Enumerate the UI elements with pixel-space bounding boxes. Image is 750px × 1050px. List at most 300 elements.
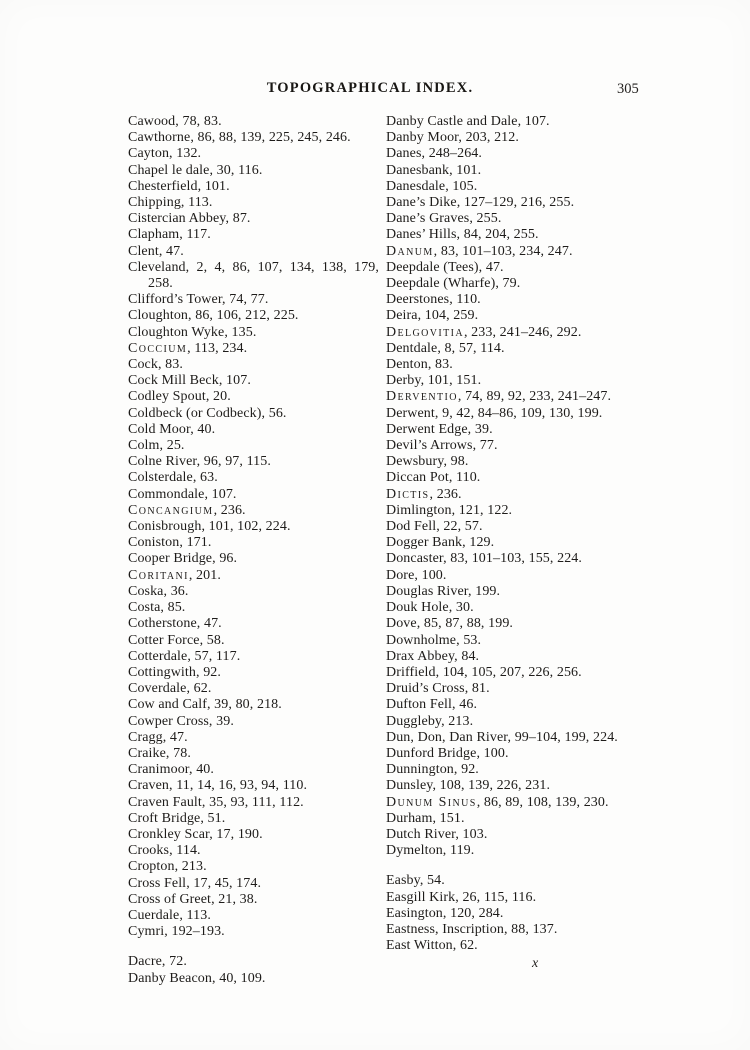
entry-name: Drax Abbey	[386, 648, 455, 664]
entry-page-refs: , 113.	[179, 907, 211, 923]
entry-name: Derwent	[386, 405, 435, 421]
index-entry	[386, 276, 646, 292]
entry-page-refs: , 105.	[445, 178, 478, 194]
entry-name: Cistercian Abbey	[128, 211, 226, 227]
entry-page-refs: , 51.	[200, 810, 226, 826]
index-entry	[128, 406, 379, 422]
entry-name: Danesdale	[386, 178, 446, 194]
entry-page-refs: , 101, 151.	[420, 373, 482, 389]
entry-page-refs: , 236.	[213, 502, 246, 518]
entry-name: Doncaster	[386, 551, 444, 567]
entry-page-refs: , 79.	[495, 276, 521, 292]
entry-page-refs: , 255.	[469, 211, 502, 227]
entry-page-refs: , 103.	[455, 826, 488, 842]
index-entry	[128, 519, 379, 535]
index-entry	[386, 584, 646, 600]
entry-page-refs: , 53.	[456, 632, 482, 648]
entry-page-refs: , 72.	[161, 954, 187, 970]
index-entry	[128, 244, 379, 260]
index-column-left	[128, 114, 379, 987]
entry-name: Chipping	[128, 195, 181, 211]
index-entry	[386, 163, 646, 179]
entry-page-refs: , 85.	[160, 600, 186, 616]
entry-page-refs: , 199.	[468, 583, 501, 599]
entry-name: Dunsley	[386, 778, 433, 794]
entry-page-refs: , 62.	[186, 681, 212, 697]
entry-page-refs: , 56.	[261, 405, 287, 421]
entry-name: Cotter Force	[128, 632, 200, 648]
entry-page-refs: , 100.	[476, 745, 509, 761]
entry-page-refs: , 77.	[472, 438, 498, 454]
entry-page-refs: , 62.	[452, 938, 478, 954]
entry-name: Deepdale (Wharfe)	[386, 276, 496, 292]
entry-name: Dutch River	[386, 826, 456, 842]
entry-name: Danes	[386, 146, 422, 162]
entry-name: Commondale	[128, 486, 205, 502]
entry-name: Codley Spout	[128, 389, 206, 405]
index-entry	[386, 746, 646, 762]
entry-name: Dore	[386, 567, 415, 583]
entry-name: Colm	[128, 438, 160, 454]
index-entry	[128, 811, 379, 827]
entry-page-refs: , 83.	[427, 357, 453, 373]
entry-name: Devil’s Arrows	[386, 438, 473, 454]
index-entry	[128, 795, 379, 811]
index-entry	[128, 357, 379, 373]
index-entry	[386, 697, 646, 713]
index-entry	[386, 519, 646, 535]
entry-page-refs: , 46.	[452, 697, 478, 713]
index-entry	[128, 146, 379, 162]
index-entry	[128, 859, 379, 875]
entry-page-refs: , 40, 109.	[212, 970, 266, 986]
entry-name: Easby	[386, 873, 420, 889]
index-entry	[386, 292, 646, 308]
entry-name: Cooper Bridge	[128, 551, 213, 567]
index-entry	[386, 503, 646, 519]
entry-name: Coniston	[128, 535, 180, 551]
entry-page-refs: , 83, 101–103, 155, 224.	[443, 551, 582, 567]
index-entry	[386, 730, 646, 746]
entry-page-refs: , 30.	[448, 600, 474, 616]
entry-name: Dimlington	[386, 502, 452, 518]
entry-page-refs: , 101.	[197, 178, 230, 194]
index-entry	[128, 325, 379, 341]
index-entry	[128, 649, 379, 665]
entry-name: Colsterdale	[128, 470, 193, 486]
entry-name: Dogger Bank	[386, 535, 463, 551]
entry-page-refs: , 40.	[189, 762, 214, 778]
index-column-right	[386, 114, 646, 973]
index-entry	[386, 568, 646, 584]
index-columns	[128, 114, 646, 987]
entry-name: Danby Beacon	[128, 970, 213, 986]
entry-name: Clent	[128, 243, 159, 259]
entry-page-refs: , 86, 89, 108, 139, 230.	[476, 794, 609, 810]
entry-name: Downholme	[386, 632, 457, 648]
entry-page-refs: , 100.	[414, 567, 447, 583]
entry-name: Chesterfield	[128, 178, 198, 194]
entry-name: Cotherstone	[128, 616, 197, 632]
entry-name: Craven Fault	[128, 794, 202, 810]
entry-name: Diccan Pot	[386, 470, 449, 486]
index-entry	[386, 454, 646, 470]
entry-name: Dufton Fell	[386, 697, 453, 713]
entry-name: Conisbrough	[128, 519, 202, 535]
entry-page-refs: , 92.	[453, 762, 479, 778]
index-entry	[128, 971, 379, 987]
entry-page-refs: , 151.	[432, 810, 465, 826]
entry-page-refs: , 127–129, 216, 255.	[456, 195, 575, 211]
index-entry	[386, 341, 646, 357]
entry-page-refs: , 57, 117.	[187, 648, 241, 664]
entry-page-refs: , 47.	[478, 259, 504, 275]
entry-name: Druid’s Cross	[386, 681, 465, 697]
entry-name: Cloughton	[128, 308, 189, 324]
index-entry	[128, 600, 379, 616]
entry-page-refs: , 58.	[199, 632, 225, 648]
entry-page-refs: , 78.	[165, 745, 191, 761]
index-entry	[128, 892, 379, 908]
index-entry	[128, 762, 379, 778]
index-entry	[386, 633, 646, 649]
entry-name: Clapham	[128, 227, 180, 243]
entry-name: Cuerdale	[128, 907, 180, 923]
entry-page-refs: , 104, 105, 207, 226, 256.	[435, 664, 582, 680]
entry-name: Driffield	[386, 664, 436, 680]
index-entry	[128, 195, 379, 211]
entry-name: Cold Moor	[128, 421, 191, 437]
entry-name: Dove	[386, 616, 417, 632]
entry-name: Croft Bridge	[128, 810, 201, 826]
index-entry	[128, 211, 379, 227]
entry-page-refs: , 83, 101–103, 234, 247.	[433, 243, 573, 259]
entry-page-refs: , 35, 93, 111, 112.	[201, 794, 304, 810]
index-entry	[386, 260, 646, 276]
entry-name: Derby	[386, 373, 421, 389]
index-entry	[386, 389, 646, 405]
entry-name: Cropton	[128, 859, 175, 875]
entry-page-refs: , 84, 204, 255.	[456, 227, 539, 243]
entry-page-refs: , 22, 57.	[436, 519, 483, 535]
index-entry	[128, 827, 379, 843]
entry-name: Easington	[386, 905, 443, 921]
index-entry	[128, 568, 379, 584]
entry-name: Clifford’s Tower	[128, 292, 223, 308]
entry-name: Dentdale	[386, 340, 438, 356]
entry-page-refs: , 213.	[441, 713, 474, 729]
entry-page-refs: , 121, 122.	[451, 502, 513, 518]
entry-name: Cotterdale	[128, 648, 188, 664]
entry-name: Danby Moor	[386, 130, 459, 146]
index-entry	[386, 373, 646, 389]
entry-page-refs: , 107.	[218, 373, 251, 389]
entry-page-refs: , 110.	[449, 292, 481, 308]
entry-page-refs: , 20.	[205, 389, 231, 405]
entry-name: Dunum Sinus	[386, 794, 477, 810]
entry-name: Duggleby	[386, 713, 442, 729]
entry-page-refs: , 88, 137.	[503, 921, 558, 937]
index-entry	[128, 179, 379, 195]
entry-name: Douglas River	[386, 583, 469, 599]
entry-name: Douk Hole	[386, 600, 449, 616]
entry-page-refs: , 39.	[208, 713, 234, 729]
index-entry	[386, 922, 646, 938]
index-entry	[386, 244, 646, 260]
entry-name: Derventio	[386, 389, 458, 405]
entry-page-refs: , 113.	[180, 195, 213, 211]
page-number: 305	[617, 81, 639, 97]
entry-page-refs: , 233, 241–246, 292.	[463, 324, 582, 340]
index-entry	[128, 292, 379, 308]
entry-name: Deerstones	[386, 292, 450, 308]
entry-name: Dewsbury	[386, 454, 444, 470]
index-entry	[128, 163, 379, 179]
entry-page-refs: , 132.	[169, 146, 202, 162]
index-entry	[128, 681, 379, 697]
index-entry	[386, 649, 646, 665]
entry-page-refs: , 74, 89, 92, 233, 241–247.	[457, 389, 612, 405]
entry-page-refs: , 63.	[192, 470, 218, 486]
index-entry	[128, 778, 379, 794]
entry-name: Dunnington	[386, 762, 454, 778]
entry-page-refs: , 17, 190.	[209, 826, 263, 842]
entry-name: Danum	[386, 243, 434, 259]
entry-name: Dane’s Graves	[386, 211, 470, 227]
entry-page-refs: , 120, 284.	[442, 905, 504, 921]
index-entry	[386, 843, 646, 859]
index-entry	[128, 341, 379, 357]
entry-name: East Witton	[386, 938, 453, 954]
index-entry	[128, 535, 379, 551]
index-entry	[386, 665, 646, 681]
entry-name: Cayton	[128, 146, 170, 162]
entry-name: Derwent Edge	[386, 421, 468, 437]
index-entry	[386, 146, 646, 162]
index-entry	[128, 260, 379, 292]
entry-name: Chapel le dale	[128, 162, 210, 178]
entry-page-refs: , 87.	[225, 211, 251, 227]
entry-page-refs: , 110.	[448, 470, 481, 486]
entry-name: Coldbeck (or Codbeck)	[128, 405, 262, 421]
entry-page-refs: , 78, 83.	[175, 114, 222, 129]
index-entry	[386, 535, 646, 551]
entry-name: Coritani	[128, 567, 189, 583]
entry-name: Deepdale (Tees)	[386, 259, 479, 275]
index-entry	[386, 938, 646, 954]
index-entry	[386, 890, 646, 906]
entry-page-refs: , 96.	[212, 551, 238, 567]
index-entry	[386, 227, 646, 243]
entry-name: Dymelton	[386, 843, 443, 859]
index-entry	[386, 873, 646, 889]
entry-name: Denton	[386, 357, 428, 373]
index-entry	[386, 906, 646, 922]
entry-page-refs: , 129.	[462, 535, 495, 551]
entry-page-refs: , 135.	[224, 324, 257, 340]
index-entry	[386, 616, 646, 632]
index-entry	[128, 954, 379, 970]
entry-name: Cymri	[128, 924, 165, 940]
entry-page-refs: , 86, 88, 139, 225, 245, 246.	[190, 130, 351, 146]
index-entry	[128, 438, 379, 454]
index-entry	[386, 551, 646, 567]
entry-page-refs: , 8, 57, 114.	[437, 340, 505, 356]
entry-page-refs: , 9, 42, 84–86, 109, 130, 199.	[434, 405, 603, 421]
entry-page-refs: , 107.	[204, 486, 237, 502]
entry-name: Delgovitia	[386, 324, 464, 340]
index-entry	[386, 600, 646, 616]
index-entry	[128, 470, 379, 486]
entry-name: Coccium	[128, 340, 188, 356]
index-entry	[128, 633, 379, 649]
index-entry	[386, 470, 646, 486]
entry-name: Cranimoor	[128, 762, 189, 778]
entry-name: Dunford Bridge	[386, 745, 477, 761]
entry-name: Dacre	[128, 954, 162, 970]
entry-page-refs: , 17, 45, 174.	[186, 875, 262, 891]
signature-mark: x	[532, 956, 539, 972]
index-entry	[128, 746, 379, 762]
entry-name: Easgill Kirk	[386, 889, 456, 905]
index-entry	[386, 422, 646, 438]
index-entry	[386, 130, 646, 146]
entry-name: Cross of Greet	[128, 891, 212, 907]
index-entry	[128, 616, 379, 632]
entry-page-refs: , 92.	[196, 664, 221, 680]
entry-name: Cow and Calf	[128, 697, 207, 713]
index-entry	[386, 211, 646, 227]
entry-page-refs: , 98.	[443, 454, 469, 470]
entry-name: Cross Fell	[128, 875, 187, 891]
entry-page-refs: , 39.	[467, 421, 493, 437]
entry-page-refs: , 54.	[419, 873, 445, 889]
entry-page-refs: , 236.	[429, 486, 462, 502]
index-entry	[386, 795, 646, 811]
entry-page-refs: , 203, 212.	[458, 130, 519, 146]
entry-page-refs: , 117.	[179, 227, 211, 243]
entry-page-refs: , 96, 97, 115.	[196, 454, 271, 470]
entry-name: Cronkley Scar	[128, 826, 210, 842]
entry-page-refs: , 47.	[162, 729, 188, 745]
entry-page-refs: , 2, 4, 86, 107, 134, 138, 179, 258.	[148, 259, 379, 292]
entry-name: Crooks	[128, 843, 170, 859]
index-entry	[128, 665, 379, 681]
entry-page-refs: , 201.	[188, 567, 221, 583]
entry-page-refs: , 85, 87, 88, 199.	[416, 616, 514, 632]
entry-page-refs: , 74, 77.	[222, 292, 269, 308]
index-entry	[128, 227, 379, 243]
index-entry	[128, 843, 379, 859]
entry-name: Cawthorne	[128, 130, 191, 146]
entry-name: Cloughton Wyke	[128, 324, 225, 340]
index-entry	[128, 584, 379, 600]
index-entry	[128, 551, 379, 567]
index-entry	[128, 503, 379, 519]
index-entry	[128, 454, 379, 470]
entry-page-refs: , 40.	[190, 421, 216, 437]
index-entry	[128, 487, 379, 503]
entry-page-refs: , 81.	[464, 681, 490, 697]
entry-name: Cock Mill Beck	[128, 373, 219, 389]
entry-name: Cock	[128, 357, 158, 373]
entry-name: Dictis	[386, 486, 430, 502]
page-title: TOPOGRAPHICAL INDEX.	[266, 80, 474, 96]
index-entry	[128, 908, 379, 924]
entry-page-refs: , 39, 80, 218.	[206, 697, 282, 713]
index-entry	[128, 308, 379, 324]
entry-name: Durham	[386, 810, 433, 826]
entry-page-refs: , 25.	[159, 438, 185, 454]
entry-name: Cleveland	[128, 259, 186, 275]
index-entry	[386, 114, 646, 130]
entry-name: Cowper Cross	[128, 713, 209, 729]
entry-name: Cawood	[128, 114, 176, 129]
entry-page-refs: , 104, 259.	[417, 308, 479, 324]
index-entry	[386, 308, 646, 324]
index-entry	[386, 681, 646, 697]
index-entry	[386, 357, 646, 373]
entry-name: Eastness, Inscription	[386, 921, 504, 937]
entry-name: Coverdale	[128, 681, 187, 697]
entry-page-refs: , 36.	[163, 583, 189, 599]
index-entry	[128, 130, 379, 146]
entry-page-refs: , 47.	[158, 243, 184, 259]
entry-page-refs: , 192–193.	[164, 924, 225, 940]
entry-name: Cragg	[128, 729, 163, 745]
entry-name: Colne River	[128, 454, 197, 470]
index-entry	[386, 325, 646, 341]
index-entry	[386, 827, 646, 843]
entry-page-refs: , 101, 102, 224.	[201, 519, 291, 535]
entry-page-refs: , 11, 14, 16, 93, 94, 110.	[169, 778, 308, 794]
entry-name: Coska	[128, 583, 164, 599]
index-entry	[128, 114, 379, 130]
index-entry	[128, 714, 379, 730]
entry-page-refs: , 84.	[454, 648, 480, 664]
entry-name: Danesbank	[386, 162, 450, 178]
entry-page-refs: , 86, 106, 212, 225.	[188, 308, 299, 324]
entry-page-refs: , 114.	[169, 843, 201, 859]
entry-page-refs: , 119.	[442, 843, 475, 859]
entry-name: Costa	[128, 600, 161, 616]
entry-page-refs: , 171.	[179, 535, 212, 551]
entry-page-refs: , 213.	[174, 859, 207, 875]
entry-name: Craike	[128, 745, 166, 761]
entry-page-refs: , 248–264.	[421, 146, 482, 162]
entry-page-refs: , 99–104, 199, 224.	[507, 729, 618, 745]
entry-name: Dod Fell	[386, 519, 437, 535]
index-entry	[128, 373, 379, 389]
entry-page-refs: , 108, 139, 226, 231.	[432, 778, 551, 794]
entry-name: Concangium	[128, 502, 214, 518]
entry-page-refs: , 47.	[196, 616, 222, 632]
index-entry	[386, 714, 646, 730]
index-entry	[386, 487, 646, 503]
entry-page-refs: , 21, 38.	[211, 891, 258, 907]
index-entry	[386, 179, 646, 195]
entry-name: Danes’ Hills	[386, 227, 457, 243]
index-entry	[386, 406, 646, 422]
index-entry	[386, 762, 646, 778]
index-entry	[128, 876, 379, 892]
index-entry	[386, 811, 646, 827]
index-entry	[386, 438, 646, 454]
index-entry	[128, 389, 379, 405]
entry-name: Dun, Don, Dan River	[386, 729, 508, 745]
entry-page-refs: , 107.	[517, 114, 550, 129]
index-entry	[128, 730, 379, 746]
